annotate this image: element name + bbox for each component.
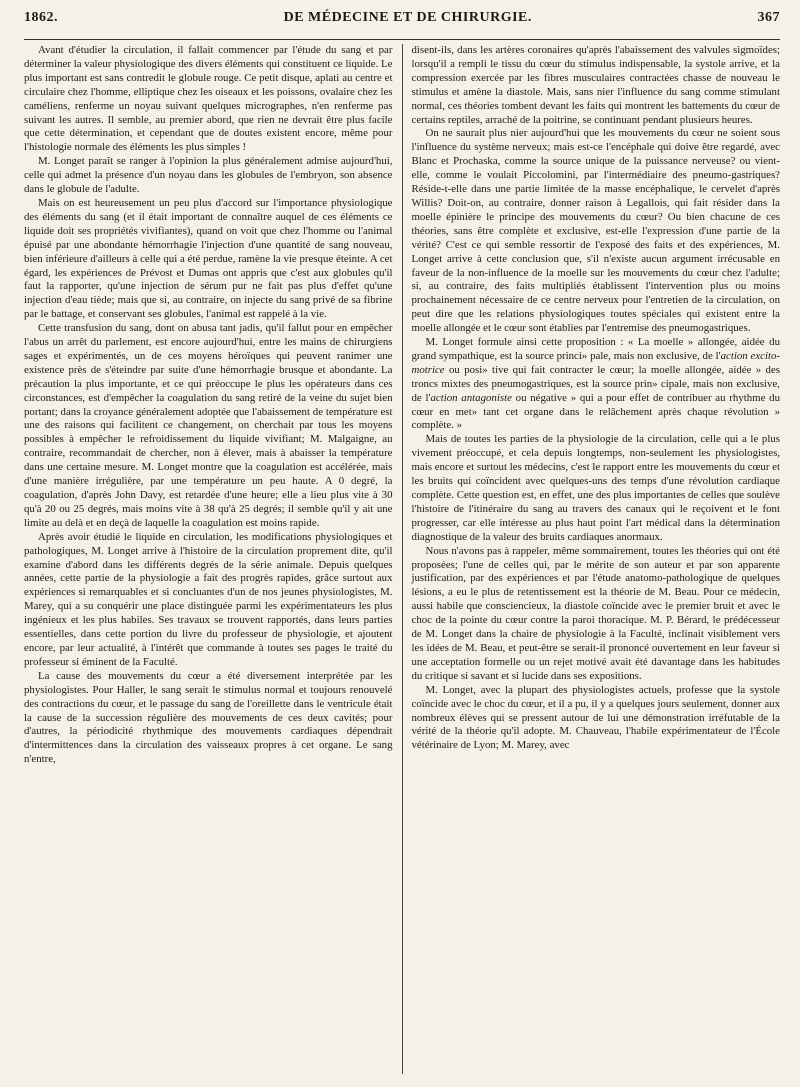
header-title: DE MÉDECINE ET DE CHIRURGIE. bbox=[283, 10, 532, 25]
paragraph: On ne saurait plus nier aujourd'hui que les mouvements du cœur ne soient sous l'influence du système nerveux; mais est-ce l'encéphale qui doive être regardé, avec Blanc et Prochaska, comme la source unique de la puissance nerveuse? ou vient-elle, comme le voulait Piccolomini, par l'intermédiaire des pneumo-gastriques? Réside-t-elle dans une partie limitée de la masse encéphalique, le cervelet d'après Willis? Doit-on, au contraire, donner raison à Legallois, qui fait résider dans la moelle épinière le principe des mouvements du cœur? Ou bien chacune de ces théories, sans être complète et exclusive, est-elle l'expression d'une partie de la vérité? C'est ce qui semble ressortir de l'exposé des faits et des expériences, M. Longet arrive à cette conclusion que, s'il n'existe aucun argument irrécusable en faveur de la non-influence de la moelle sur les mouvements du cœur chez l'adulte; si, au contraire, des faits multipliés établissent l'intervention plus ou moins prochainement nécessaire de ce centre nerveux pour l'entretien de la circulation, on peut dire que les relations physiologiques toutes spéciales qui existent entre la moelle allongée et le cœur sont établies par l'entremise des pneumogastriques. bbox=[411, 127, 780, 335]
paragraph: Cette transfusion du sang, dont on abusa tant jadis, qu'il fallut pour en empêcher l'abus un arrêt du parlement, est encore aujourd'hui, entre les mains de chirurgiens sages et expérimentés, un de ces moyens héroïques qui peuvent ranimer une existence près de s'éteindre par suite d'une hémorrhagie brusque et abondante. La précaution la plus importante, et ce qui préoccupe le plus les opérateurs dans ces circonstances, est d'empêcher la coagulation du sang retiré de la veine du sujet bien portant; dans la croyance généralement adoptée que l'abaissement de température est une des raisons qui facilitent ce changement, on cherchait par tous les moyens possibles à empêcher le refroidissement du liquide vivifiant; M. Malgaigne, au contraire, recommandait de chercher, non à élever, mais à abaisser la température dans une certaine mesure. M. Longet montre que la coagulation est accélérée, mais d'une manière irrégulière, par une température un peu haute. A 0 degré, la coagulation, d'après John Davy, est retardée d'une heure; elle a lieu plus vite à 30 qu'à 20 ou 25 degrés, mais moins vite à 38 qu'à 25 degrés; il semble qu'il y ait une limite au delà et en deçà de laquelle la coagulation est moins rapide. bbox=[24, 322, 393, 529]
quote-paragraph bbox=[412, 336, 781, 433]
left-column bbox=[24, 44, 402, 1074]
quote-text: ou posi» tive qui fait contracter le cœur; la moelle allongée, aidée » des troncs mixtes des pneumogastriques, est la source prin» cipale, mais non exclusive, de l' bbox=[411, 363, 780, 404]
right-column bbox=[402, 44, 781, 1074]
quote-text: ou négative » qui a pour effet de contribuer au rhythme du cœur en met» tant cet organe dans le relâchement après chaque révolution » complète. » bbox=[411, 391, 780, 432]
paragraph: Mais de toutes les parties de la physiologie de la circulation, celle qui a le plus vivement préoccupé, et cela depuis longtemps, non-seulement les physiologistes, mais encore et surtout les médecins, c'est le rapport entre les mouvements du cœur et les bruits qui coïncident avec quelques-uns des temps d'une révolution cardiaque complète. Cette question est, en effet, une des plus importantes de celles que soulève l'histoire de l'itinéraire du sang au travers des canaux qui le reçoivent et le font progresser, car elle intéresse au plus haut point l'art médical dans la détermination diagnostique de la valeur des bruits cardiaques anormaux. bbox=[411, 433, 780, 543]
header-year: 1862. bbox=[24, 10, 58, 25]
paragraph: La cause des mouvements du cœur a été diversement interprétée par les physiologistes. Pour Haller, le sang serait le stimulus normal et toujours renouvelé des contractions du cœur, et le passage du sang de l'oreillette dans le ventricule était la cause de la succession régulière des mouvements de ces deux cavités; pour d'autres, la périodicité rhythmique des mouvements cardiaques dépendrait d'intermittences dans la circulation des vaisseaux propres à cet organe. Le sang n'entre, bbox=[24, 669, 393, 766]
paragraph: Mais on est heureusement un peu plus d'accord sur l'importance physiologique des éléments du sang (et il était important de connaître auquel de ces éléments ce liquide doit ses propriétés vivifiantes), quand on voit que chez l'homme ou l'animal épuisé par une abondante hémorrhagie l'injection d'une quantité de sang nouveau, bien inférieure d'ailleurs à celle qui a été perdue, ramène la vie presque éteinte. A cet égard, les expériences de Prévost et Dumas ont appris que c'est aux globules qu'il faut la rapporter, qu'une injection de sérum pur ne fait pas plus d'effet qu'une injection d'eau tiède; mais que si, au contraire, on injecte du sang privé de sa fibrine par le battage, et conservant ses globules, l'animal est rappelé à la vie. bbox=[24, 196, 393, 321]
quote-text: M. Longet formule ainsi cette proposition : « La moelle » allongée, aidée du grand sympathique, est la source princi» pale, mais non exclusive, de l' bbox=[411, 336, 780, 362]
paragraph: Avant d'étudier la circulation, il fallait commencer par l'étude du sang et par déterminer la valeur physiologique des divers éléments qui constituent ce liquide. Le plus important est sans contredit le globule rouge. Ce petit disque, aplati au centre et circulaire chez l'homme, elliptique chez les oiseaux et les poissons, ovalaire chez les caméliens, renferme un noyau suivant quelques micrographes, n'en renferme pas suivant les autres. Il semble, au premier abord, que rien ne devrait être plus facile que cette détermination, et cependant que de doutes existent encore, même pour l'histologie normale des éléments les plus simples ! bbox=[24, 44, 393, 154]
header-page-number: 367 bbox=[757, 10, 780, 25]
running-header bbox=[24, 0, 780, 40]
quote-emphasis: action excito-motrice bbox=[411, 349, 780, 376]
paragraph: disent-ils, dans les artères coronaires qu'après l'abaissement des valvules sigmoïdes; lorsqu'il a rempli le tissu du cœur du stimulus indispensable, la systole arrive, et la compression exercée par les fibres musculaires contractées chasse de nouveau le stimulus et amène la diastole. Mais, sans nier l'influence du sang comme stimulant normal, ces théories tombent devant les faits qui montrent les battements du cœur de certains reptiles, arraché de la poitrine, se continuant pendant plusieurs heures. bbox=[411, 44, 780, 126]
paragraph: M. Longet paraît se ranger à l'opinion la plus généralement admise aujourd'hui, celle qui admet la présence d'un noyau dans les globules de l'embryon, son absence dans le globule de l'adulte. bbox=[24, 155, 393, 196]
text-columns bbox=[24, 44, 780, 1074]
paragraph: Nous n'avons pas à rappeler, même sommairement, toutes les théories qui ont été proposées; l'une de celles qui, par le mérite de son auteur et par son apparente justification, par des expériences et par l'étude anatomo-pathologique de quelques lésions, a eu le plus de retentissement est la théorie de M. Beau. Pour ce médecin, aussi habile que consciencieux, la diastole coïncide avec le premier bruit et avec le choc de la pointe du cœur contre la paroi thoracique. M. P. Bérard, le prédécesseur de M. Longet dans la chaire de physiologie à la Faculté, inclinait visiblement vers les idées de M. Beau, et peut-être se serait-il prononcé ouvertement en leur faveur si une acceptation formelle ou un rejet motivé avait été davantage dans les habitudes du critique si savant et si lucide dans ses expositions. bbox=[411, 544, 780, 682]
quote-emphasis: action antagoniste bbox=[430, 391, 512, 404]
paragraph: Après avoir étudié le liquide en circulation, les modifications physiologiques et pathologiques, M. Longet arrive à l'histoire de la circulation proprement dite, qu'il examine d'abord dans les différents degrés de la série animale. Depuis quelques années, cette partie de la physiologie a fait des progrès rapides, grâce surtout aux expériences si remarquables et si concluantes d'un de nos jeunes physiologistes, M. Marey, qui a su conquérir une place distinguée parmi les expérimentateurs les plus ingénieux et les plus habiles. Ses travaux se trouvent rapportés, dans leurs parties essentielles, dans cette portion du livre du professeur de physiologie, et ajoutent encore, par leur actualité, à l'intérêt que commande à toutes ses pages le traité du professeur si éminent de la Faculté. bbox=[24, 530, 393, 668]
paragraph: M. Longet, avec la plupart des physiologistes actuels, professe que la systole coïncide avec le choc du cœur, et il a pu, il y a quelques jours seulement, donner aux nombreux élèves qui se pressent autour de lui une démonstration irréfutable de la vérité de la théorie qu'il adopte. M. Chauveau, l'habile expérimentateur de l'École vétérinaire de Lyon; M. Marey, avec bbox=[411, 683, 780, 752]
